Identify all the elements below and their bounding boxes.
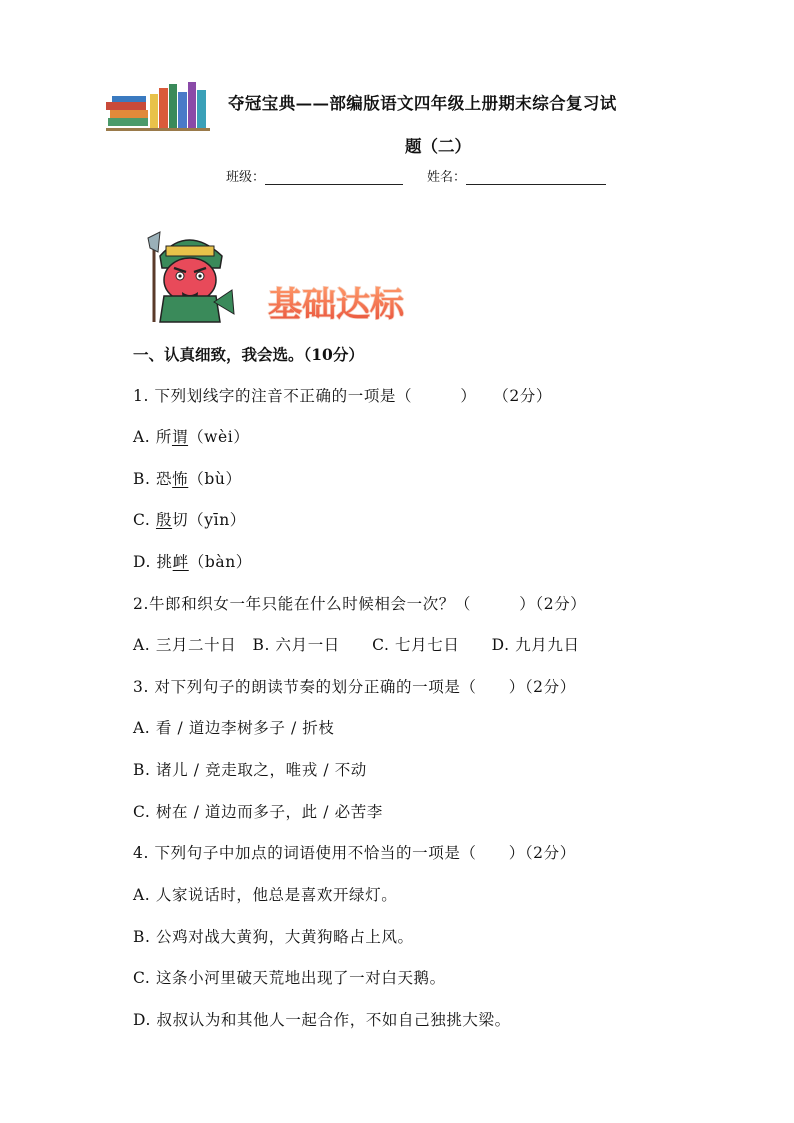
q3-stem: 3. 对下列句子的朗读节奏的划分正确的一项是（ ）（2分）: [133, 678, 576, 696]
q4-option-a[interactable]: A. 人家说话时，他总是喜欢开绿灯。: [133, 886, 398, 904]
q1-c-underlined: 殷: [155, 511, 173, 529]
q3-option-b[interactable]: B. 诸儿 / 竞走取之，唯戎 / 不动: [133, 761, 367, 779]
class-label: 班级：: [226, 170, 266, 185]
q1-option-b[interactable]: [133, 467, 242, 489]
q3-option-c[interactable]: C. 树在 / 道边而多子，此 / 必苦李: [133, 803, 383, 821]
q1-option-d[interactable]: [133, 550, 252, 572]
q1-d-pinyin: （bàn）: [188, 553, 252, 571]
q1-a-underlined: 谓: [171, 428, 189, 446]
q1-a-prefix: A. 所: [133, 428, 172, 446]
books-illustration: [106, 82, 210, 132]
q3-option-a[interactable]: A. 看 / 道边李树多子 / 折枝: [133, 719, 335, 737]
q1-d-prefix: D. 挑: [133, 553, 173, 571]
q1-b-pinyin: （bù）: [188, 470, 242, 488]
q4-option-b[interactable]: B. 公鸡对战大黄狗，大黄狗略占上风。: [133, 928, 414, 946]
guan-yu-mascot-icon: [148, 232, 234, 322]
q1-option-a[interactable]: [133, 425, 249, 447]
q1-d-underlined: 衅: [172, 553, 189, 571]
q1-stem: 1. 下列划线字的注音不正确的一项是（ ） （2分）: [133, 387, 552, 405]
q1-a-pinyin: （wèi）: [188, 428, 250, 446]
name-field[interactable]: [427, 166, 606, 185]
q1-b-underlined: 怖: [172, 470, 189, 488]
q4-option-c[interactable]: C. 这条小河里破天荒地出现了一对白天鹅。: [133, 969, 446, 987]
section-banner: [236, 278, 436, 330]
class-field[interactable]: [226, 166, 403, 185]
q1-b-prefix: B. 恐: [133, 470, 173, 488]
q1-c-prefix: C.: [133, 511, 156, 529]
name-label: 姓名：: [427, 170, 467, 185]
name-blank[interactable]: [466, 170, 606, 185]
class-blank[interactable]: [265, 170, 403, 185]
book-stack-icon: [106, 96, 148, 126]
q4-stem: 4. 下列句子中加点的词语使用不恰当的一项是（ ）（2分）: [133, 844, 576, 862]
q2-options[interactable]: A. 三月二十日 B. 六月一日 C. 七月七日 D. 九月九日: [133, 636, 580, 654]
page-title-line2: 题（二）: [405, 137, 471, 156]
section1-heading: 一、认真细致，我会选。（10分）: [133, 345, 364, 364]
standing-books-icon: [150, 82, 206, 128]
page-title-line1: 夺冠宝典——部编版语文四年级上册期末综合复习试: [228, 94, 617, 113]
mascot-illustration: [140, 218, 236, 326]
q1-c-pinyin: 切（yīn）: [172, 511, 246, 529]
q4-option-d[interactable]: D. 叔叔认为和其他人一起合作，不如自己独挑大梁。: [133, 1011, 511, 1029]
q2-stem: 2.牛郎和织女一年只能在什么时候相会一次？（ ）（2分）: [133, 595, 587, 613]
q1-option-c[interactable]: [133, 508, 246, 530]
banner-text: 基础达标: [268, 285, 404, 325]
